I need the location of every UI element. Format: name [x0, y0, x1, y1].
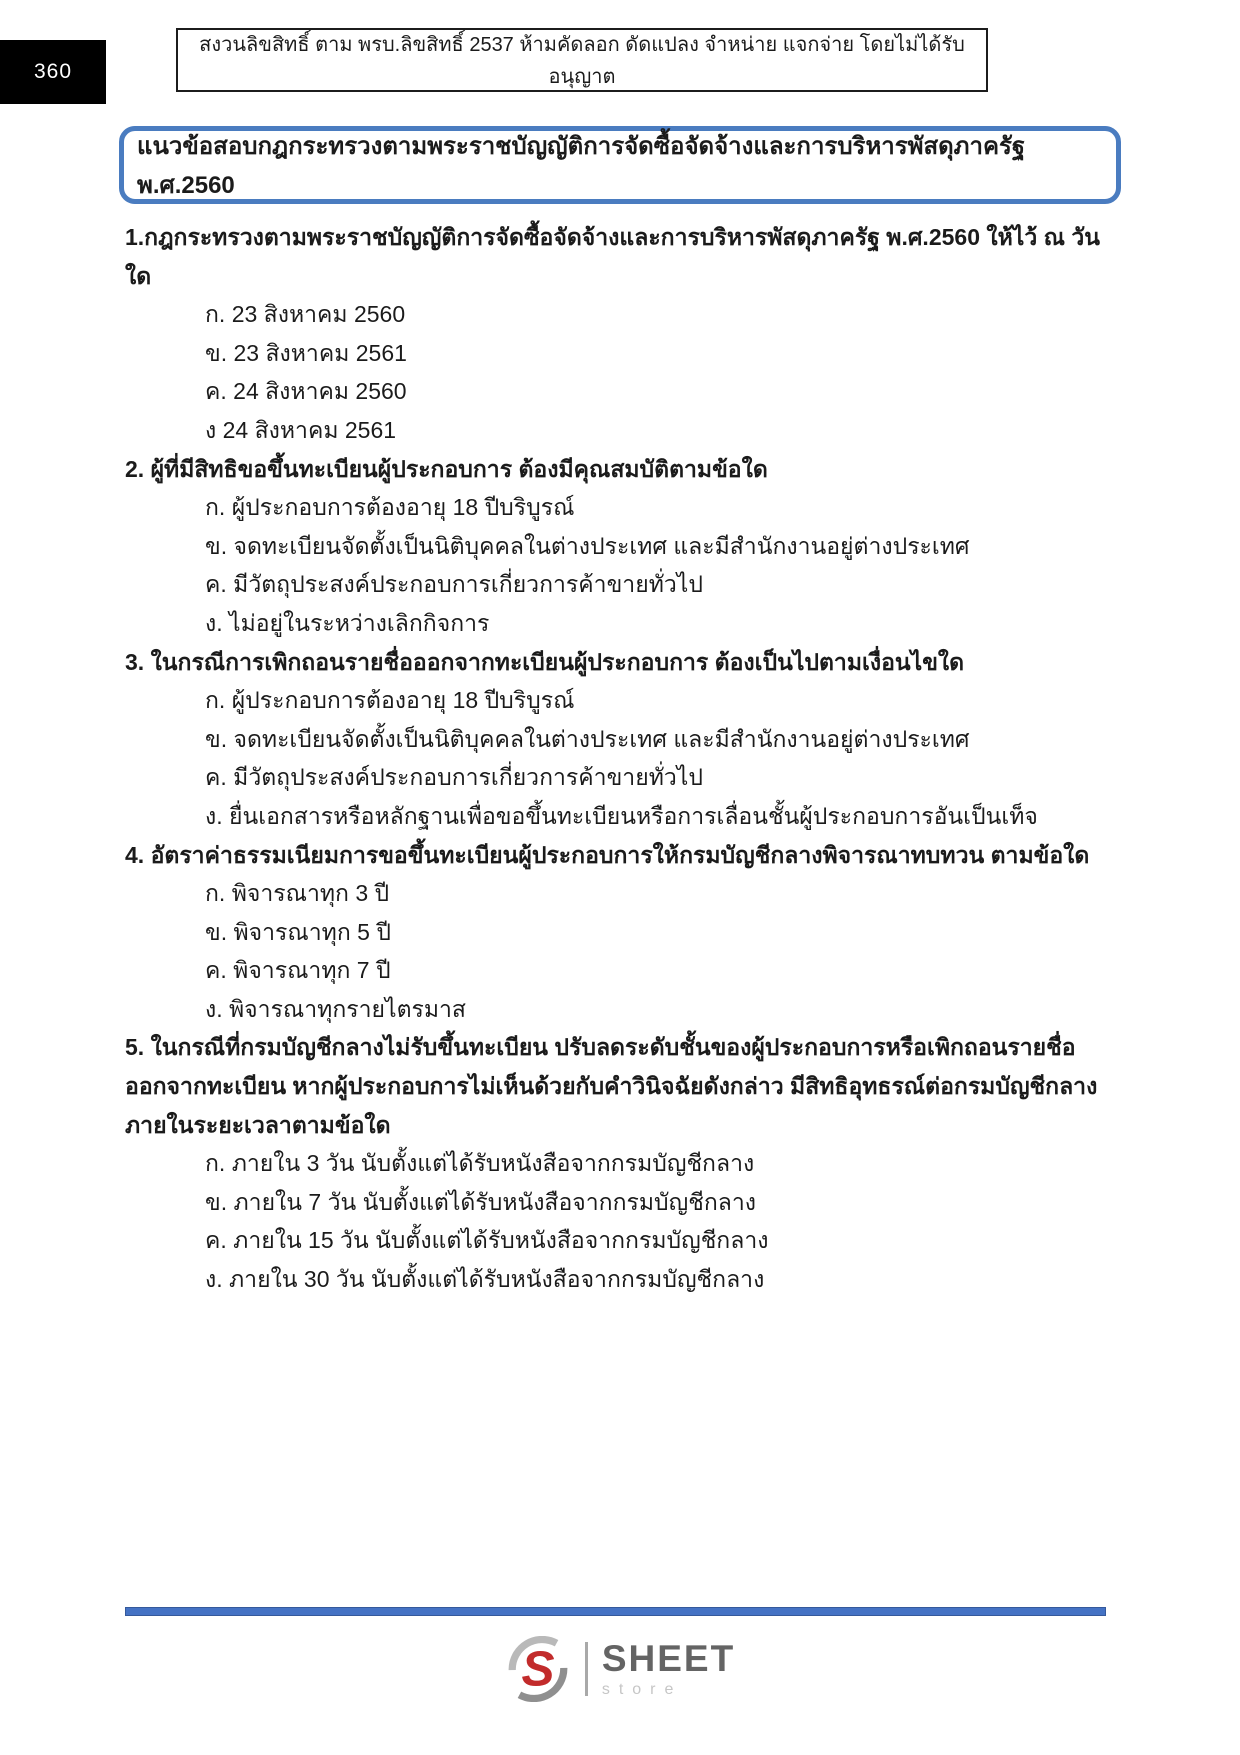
exam-title: แนวข้อสอบกฎกระทรวงตามพระราชบัญญัติการจัดซื้อจัดจ้างและการบริหารพัสดุภาครัฐ พ.ศ.2560 [137, 133, 1026, 199]
footer-divider-bar [125, 1607, 1106, 1616]
exam-title-banner [119, 126, 1121, 204]
answer-option: ข. พิจารณาทุก 5 ปี [205, 918, 391, 945]
page-number-badge [0, 40, 106, 104]
question-block-2 [125, 450, 1117, 643]
brand-text-group [601, 1637, 736, 1699]
question-text: 3. ในกรณีการเพิกถอนรายชื่อออกจากทะเบียนผู้ประกอบการ ต้องเป็นไปตามเงื่อนไขใด [125, 648, 965, 675]
answer-option: ค. พิจารณาทุก 7 ปี [205, 957, 391, 984]
answer-option: ก. 23 สิงหาคม 2560 [205, 301, 406, 328]
answer-option: ค. มีวัตถุประสงค์ประกอบการเกี่ยวการค้าขายทั่วไป [205, 764, 703, 791]
sheet-store-s-icon [505, 1636, 571, 1702]
question-block-3 [125, 643, 1117, 836]
brand-name: SHEET [601, 1637, 736, 1679]
answer-option: ข. ภายใน 7 วัน นับตั้งแต่ได้รับหนังสือจากกรมบัญชีกลาง [205, 1188, 757, 1215]
answer-option: ก. ผู้ประกอบการต้องอายุ 18 ปีบริบูรณ์ [205, 494, 575, 521]
answer-option: ง 24 สิงหาคม 2561 [205, 416, 397, 443]
exam-content [125, 218, 1117, 1299]
question-block-5 [125, 1028, 1117, 1298]
copyright-text: สงวนลิขสิทธิ์ ตาม พรบ.ลิขสิทธิ์ 2537 ห้ามคัดลอก ดัดแปลง จำหน่าย แจกจ่าย โดยไม่ได้รับอนุญาต [199, 34, 965, 88]
answer-option: ง. ยื่นเอกสารหรือหลักฐานเพื่อขอขึ้นทะเบียนหรือการเลื่อนชั้นผู้ประกอบการอันเป็นเท็จ [205, 802, 1038, 829]
logo-divider-line [585, 1642, 588, 1696]
answer-option: ง. ไม่อยู่ในระหว่างเลิกกิจการ [205, 609, 490, 636]
sheet-store-logo [0, 1636, 1240, 1702]
question-text: 2. ผู้ที่มีสิทธิขอขึ้นทะเบียนผู้ประกอบการ ต้องมีคุณสมบัติตามข้อใด [125, 455, 768, 482]
answer-option: ก. ภายใน 3 วัน นับตั้งแต่ได้รับหนังสือจากกรมบัญชีกลาง [205, 1150, 755, 1177]
answer-option: ค. มีวัตถุประสงค์ประกอบการเกี่ยวการค้าขายทั่วไป [205, 571, 703, 598]
answer-option: ค. ภายใน 15 วัน นับตั้งแต่ได้รับหนังสือจากกรมบัญชีกลาง [205, 1227, 769, 1254]
answer-option: ง. พิจารณาทุกรายไตรมาส [205, 995, 466, 1022]
answer-option: ข. 23 สิงหาคม 2561 [205, 339, 407, 366]
answer-option: ข. จดทะเบียนจัดตั้งเป็นนิติบุคคลในต่างประเทศ และมีสำนักงานอยู่ต่างประเทศ [205, 532, 970, 559]
svg-text:S: S [521, 1641, 555, 1697]
answer-option: ก. พิจารณาทุก 3 ปี [205, 880, 390, 907]
answer-option: ก. ผู้ประกอบการต้องอายุ 18 ปีบริบูรณ์ [205, 687, 575, 714]
question-block-4 [125, 836, 1117, 1029]
brand-subtitle: store [601, 1680, 683, 1698]
copyright-notice-box [176, 28, 988, 92]
answer-option: ง. ภายใน 30 วัน นับตั้งแต่ได้รับหนังสือจากกรมบัญชีกลาง [205, 1266, 765, 1293]
answer-option: ค. 24 สิงหาคม 2560 [205, 378, 407, 405]
question-text: 5. ในกรณีที่กรมบัญชีกลางไม่รับขึ้นทะเบียน ปรับลดระดับชั้นของผู้ประกอบการหรือเพิกถอนรายชื่อออกจากทะเบียน หากผู้ประกอบการไม่เห็นด้วยกับคำวินิจฉัยดังกล่าว มีสิทธิอุทธรณ์ต่อกรมบัญชีกลางภายในระยะเวลาตามข้อใด [125, 1034, 1098, 1138]
question-block-1 [125, 218, 1117, 450]
question-text: 4. อัตราค่าธรรมเนียมการขอขึ้นทะเบียนผู้ประกอบการให้กรมบัญชีกลางพิจารณาทบทวน ตามข้อใด [125, 841, 1090, 868]
page-number: 360 [33, 60, 73, 83]
question-text: 1.กฎกระทรวงตามพระราชบัญญัติการจัดซื้อจัดจ้างและการบริหารพัสดุภาครัฐ พ.ศ.2560 ให้ไว้ ณ วันใด [125, 224, 1101, 289]
answer-option: ข. จดทะเบียนจัดตั้งเป็นนิติบุคคลในต่างประเทศ และมีสำนักงานอยู่ต่างประเทศ [205, 725, 970, 752]
